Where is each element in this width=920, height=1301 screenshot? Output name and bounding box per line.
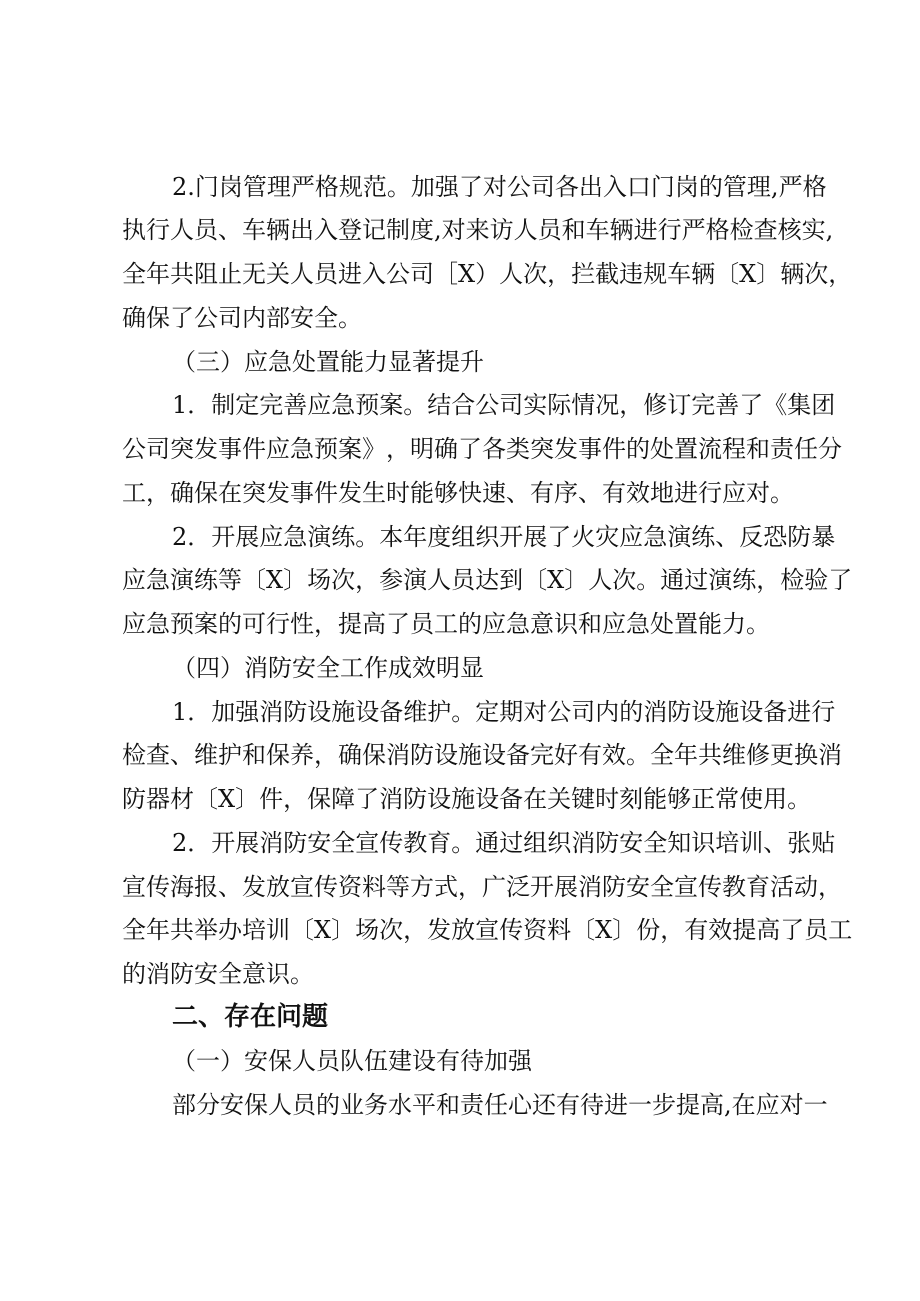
paragraph-line: 全 年 共 举 办 培 训 〔 X 〕 场 次 ， 发 放 宣 传 资 料 〔 X 〕 份 ， 有 效 提 高 了 员 工: [122, 916, 853, 944]
paragraph-line: 1 ． 加 强 消 防 设 施 设 备 维 护 。 定 期 对 公 司 内 的 消 防 设 施 设 备 进 行: [172, 698, 836, 726]
paragraph-line: 工，确保在突发事件发生时能够快速、有序、有效地进行应对。: [122, 479, 794, 507]
paragraph-line: 公 司 突 发 事 件 应 急 预 案 》 ， 明 确 了 各 类 突 发 事 件 的 处 置 流 程 和 责 任 分: [122, 435, 842, 463]
paragraph-line: 应 急 演 练 等 〔 X 〕 场 次 ， 参 演 人 员 达 到 〔 X 〕 人 次 。 通 过 演 练 ， 检 验 了: [122, 566, 853, 594]
paragraph-line: 执 行 人 员 、 车 辆 出 入 登 记 制 度 , 对 来 访 人 员 和 车 辆 进 行 严 格 检 查 核 实 ,: [122, 216, 834, 244]
section-heading: （三）应急处置能力显著提升: [172, 348, 484, 376]
paragraph-line: 全 年 共 阻 止 无 关 人 员 进 入 公 司 ［ X ） 人 次 ， 拦 截 违 规 车 辆 〔 X 〕 辆 次 ，: [122, 260, 853, 288]
paragraph-line: 2 . 门 岗 管 理 严 格 规 范 。 加 强 了 对 公 司 各 出 入 口 门 岗 的 管 理 , 严 格: [172, 173, 827, 201]
section-heading: （四）消防安全工作成效明显: [172, 654, 484, 682]
section-heading: （一）安保人员队伍建设有待加强: [172, 1047, 532, 1075]
paragraph-line: 2 ． 开 展 消 防 安 全 宣 传 教 育 。 通 过 组 织 消 防 安 全 知 识 培 训 、 张 贴: [172, 829, 836, 857]
chapter-heading: 二、存在问题: [172, 1002, 329, 1032]
paragraph-line: 2 ． 开 展 应 急 演 练 。 本 年 度 组 织 开 展 了 火 灾 应 急 演 练 、 反 恐 防 暴: [172, 523, 836, 551]
paragraph-line: 宣 传 海 报 、 发 放 宣 传 资 料 等 方 式 ， 广 泛 开 展 消 防 安 全 宣 传 教 育 活 动 ，: [122, 873, 842, 901]
paragraph-line: 1 ． 制 定 完 善 应 急 预 案 。 结 合 公 司 实 际 情 况 ， 修 订 完 善 了 《 集 团: [172, 391, 836, 419]
paragraph-line: 防器材〔X〕件，保障了消防设施设备在关键时刻能够正常使用。: [122, 785, 812, 813]
paragraph-line: 确保了公司内部安全。: [122, 304, 362, 332]
paragraph-line: 应急预案的可行性，提高了员工的应急意识和应急处置能力。: [122, 610, 770, 638]
paragraph-line: 部 分 安 保 人 员 的 业 务 水 平 和 责 任 心 还 有 待 进 一 步 提 高 , 在 应 对 一: [172, 1091, 828, 1119]
paragraph-line: 检 查 、 维 护 和 保 养 ， 确 保 消 防 设 施 设 备 完 好 有 效 。 全 年 共 维 修 更 换 消: [122, 741, 842, 769]
paragraph-line: 的消防安全意识。: [122, 960, 314, 988]
